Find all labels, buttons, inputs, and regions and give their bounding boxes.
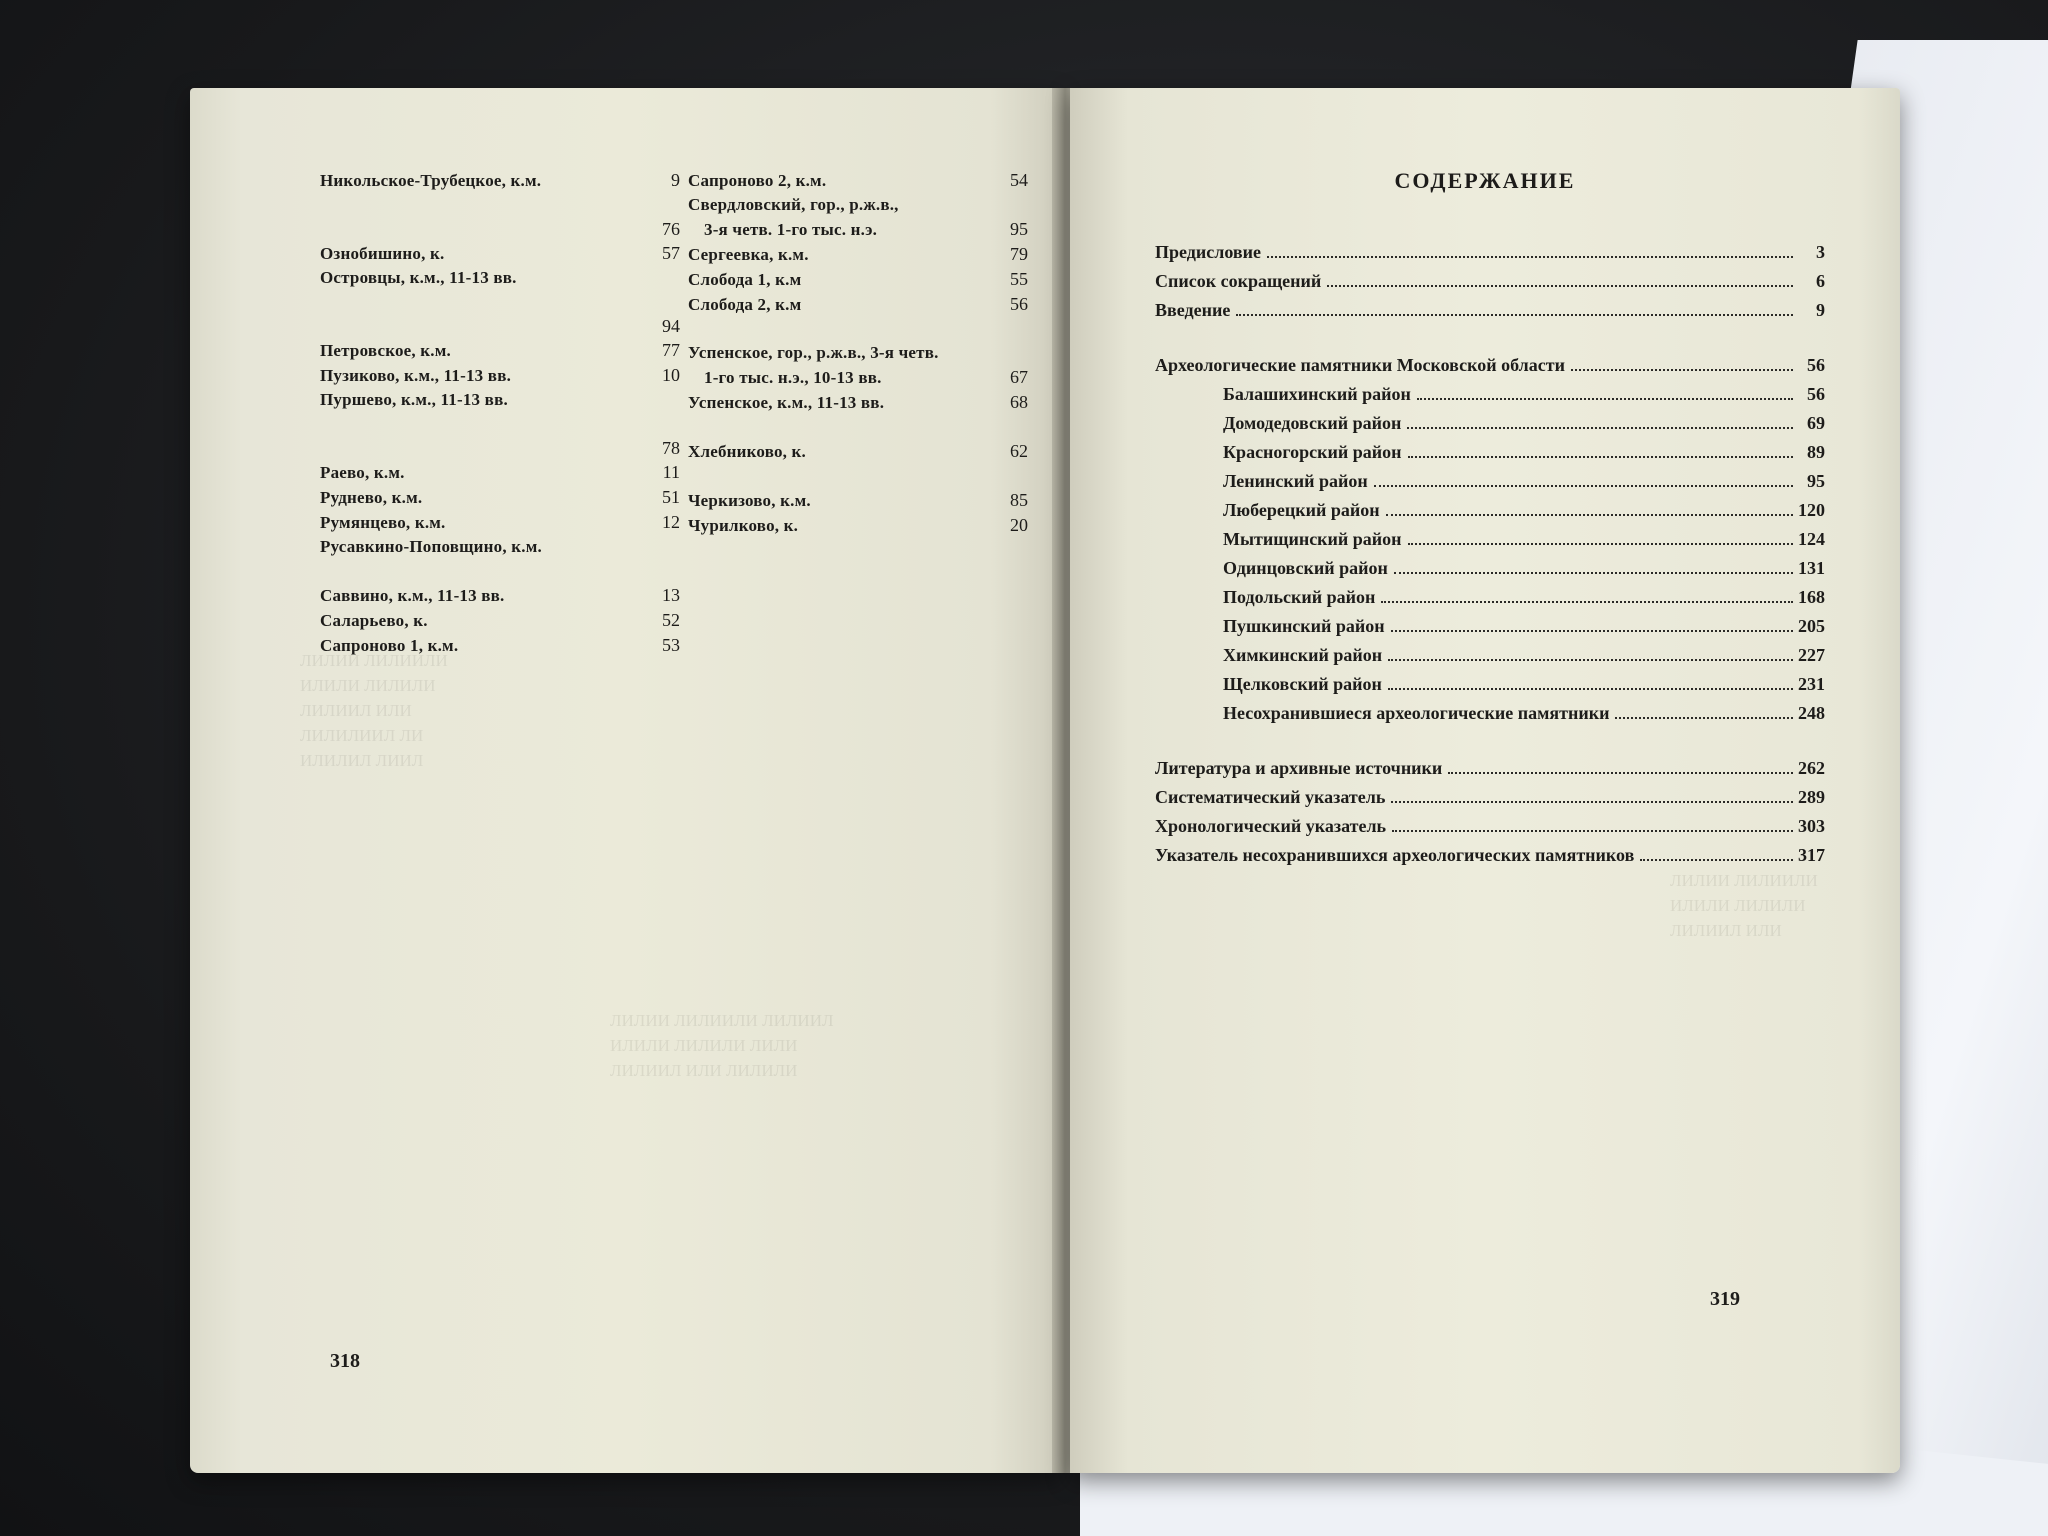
toc-entry (1155, 351, 1825, 380)
toc-entry-label: Люберецкий район (1223, 500, 1380, 520)
toc-entry-label: Красногорский район (1223, 442, 1402, 462)
index-entry (320, 633, 680, 658)
index-entry-name: Пуршево, к.м., 11-13 вв. (320, 390, 508, 409)
index-entry (688, 242, 1028, 267)
toc-subentry (1155, 496, 1825, 525)
toc-entry-page: 317 (1798, 845, 1825, 865)
index-entry-page: 9 (671, 170, 680, 190)
index-entry (320, 338, 680, 363)
toc-leader-dots (1571, 368, 1793, 371)
index-entry (320, 460, 680, 485)
index-entry (688, 217, 1028, 242)
index-spacer (320, 559, 680, 583)
toc-entry-page: 227 (1798, 645, 1825, 665)
index-entry-page: 57 (662, 243, 680, 263)
toc-leader-dots (1448, 771, 1793, 774)
toc-subentry (1155, 612, 1825, 641)
index-entry-page: 76 (662, 219, 680, 239)
toc-subentry (1155, 525, 1825, 554)
toc-entry-page: 131 (1798, 558, 1825, 578)
index-entry (320, 608, 680, 633)
toc-subentry (1155, 670, 1825, 699)
toc-leader-dots (1236, 313, 1793, 316)
index-entry-page: 12 (662, 512, 680, 532)
index-entry-name: 3-я четв. 1-го тыс. н.э. (704, 220, 878, 239)
index-entry-page: 11 (662, 462, 680, 482)
toc-leader-dots (1615, 716, 1793, 719)
toc-title: СОДЕРЖАНИЕ (1394, 168, 1576, 193)
index-entry (320, 241, 680, 266)
toc-leader-dots (1388, 658, 1793, 661)
toc-entry-label: Хронологический указатель (1155, 816, 1387, 836)
index-spacer (320, 412, 680, 436)
index-entry-name: Успенское, гор., р.ж.в., 3-я четв. (688, 343, 939, 362)
index-entry-name: Русавкино-Поповщино, к.м. (320, 537, 542, 556)
toc-subentry (1155, 380, 1825, 409)
index-entry (688, 439, 1028, 464)
show-through-text: ЛИЛИИ ЛИЛИИЛИ ИЛИЛИ ЛИЛИЛИ ЛИЛИИЛ ИЛИ ЛИЛИЛИИЛ ЛИ ИЛИЛИЛ ЛИИЛ (300, 651, 448, 770)
index-entry-page: 62 (1010, 441, 1028, 461)
index-entry-name: Петровское, к.м. (320, 341, 451, 360)
toc-leader-dots (1381, 600, 1793, 603)
index-entry-name: Руднево, к.м. (320, 488, 423, 507)
toc-leader-dots (1640, 858, 1793, 861)
index-entry-name: Саларьево, к. (320, 611, 428, 630)
index-spacer (688, 464, 1028, 488)
toc-entry-label: Указатель несохранившихся археологических памятников (1155, 845, 1635, 865)
toc-entry-page: 56 (1807, 355, 1825, 375)
index-entry-page: 78 (662, 438, 680, 458)
index-entry (688, 390, 1028, 415)
index-entry-page: 68 (1010, 392, 1028, 412)
toc-entry (1155, 296, 1825, 325)
index-entry-page: 94 (662, 316, 680, 336)
index-entry-name: Успенское, к.м., 11-13 вв. (688, 393, 885, 412)
toc-subentry (1155, 641, 1825, 670)
toc-entry-label: Литература и архивные источники (1155, 758, 1443, 778)
index-entry (320, 314, 680, 338)
index-entry-name: Слобода 1, к.м (688, 270, 802, 289)
index-entry-name: Ознобишино, к. (320, 244, 445, 263)
toc-entry-page: 120 (1798, 500, 1825, 520)
index-entry-name: Саввино, к.м., 11-13 вв. (320, 586, 505, 605)
index-entry-page: 20 (1010, 515, 1028, 535)
index-entry (688, 365, 1028, 390)
toc-leader-dots (1374, 484, 1793, 487)
toc-leader-dots (1388, 687, 1793, 690)
index-entry-name: Хлебниково, к. (688, 442, 807, 461)
index-entry (320, 217, 680, 241)
toc-entry-label: Одинцовский район (1223, 558, 1388, 578)
toc-entry-page: 248 (1798, 703, 1825, 723)
index-spacer (320, 193, 680, 217)
index-entry-page: 13 (662, 585, 680, 605)
index-entry (688, 488, 1028, 513)
toc-spacer (1155, 728, 1825, 754)
toc-subentry (1155, 409, 1825, 438)
index-entry-page: 54 (1010, 170, 1028, 190)
index-entry (688, 341, 1028, 365)
toc-leader-dots (1391, 629, 1793, 632)
show-through-text-3: ЛИЛИИ ЛИЛИИЛИ ИЛИЛИ ЛИЛИЛИ ЛИЛИИЛ ИЛИ (1670, 871, 1818, 940)
toc-entry-page: 69 (1807, 413, 1825, 433)
index-entry-page: 10 (662, 365, 680, 385)
index-entry (688, 193, 1028, 217)
index-entry (688, 513, 1028, 538)
index-entry-name: Чурилково, к. (688, 516, 799, 535)
index-entry (320, 510, 680, 535)
index-entry (320, 363, 680, 388)
toc-entry-page: 124 (1798, 529, 1825, 549)
show-through-text-2: ЛИЛИИ ЛИЛИИЛИ ЛИЛИИЛ ИЛИЛИ ЛИЛИЛИ ЛИЛИ ЛИЛИИЛ ИЛИ ЛИЛИЛИ (610, 1011, 834, 1080)
open-book (190, 88, 1900, 1473)
toc-entry (1155, 841, 1825, 870)
toc-entry (1155, 812, 1825, 841)
toc-subentry (1155, 438, 1825, 467)
index-entry-name: Сапроново 1, к.м. (320, 636, 459, 655)
index-entry-page: 85 (1010, 490, 1028, 510)
toc-entry-page: 231 (1798, 674, 1825, 694)
index-spacer (688, 415, 1028, 439)
index-entry-name: 1-го тыс. н.э., 10-13 вв. (704, 368, 882, 387)
toc-entry (1155, 754, 1825, 783)
toc-entry-label: Балашихинский район (1223, 384, 1411, 404)
toc-entry-label: Несохранившиеся археологические памятники (1223, 703, 1610, 723)
index-entry-page: 56 (1010, 294, 1028, 314)
toc-entry-page: 6 (1816, 271, 1825, 291)
toc-entry-label: Археологические памятники Московской области (1155, 355, 1565, 375)
index-entry (688, 168, 1028, 193)
index-entry-page: 95 (1010, 219, 1028, 239)
toc-entry-page: 262 (1798, 758, 1825, 778)
index-entry (320, 436, 680, 460)
toc-subentry (1155, 554, 1825, 583)
right-page-number: 319 (1710, 1288, 1740, 1310)
index-entry (320, 583, 680, 608)
toc-entry-page: 303 (1798, 816, 1825, 836)
toc-entry-label: Пушкинский район (1223, 616, 1385, 636)
toc-entry-label: Систематический указатель (1155, 787, 1386, 807)
toc-leader-dots (1408, 542, 1793, 545)
left-page-number: 318 (330, 1350, 360, 1372)
toc-entry-page: 95 (1807, 471, 1825, 491)
toc-entry-label: Мытищинский район (1223, 529, 1402, 549)
toc-entry-page: 168 (1798, 587, 1825, 607)
toc-subentry (1155, 583, 1825, 612)
toc-leader-dots (1407, 426, 1793, 429)
table-of-contents (1155, 238, 1825, 870)
toc-entry-label: Подольский район (1223, 587, 1376, 607)
index-entry (688, 267, 1028, 292)
index-spacer (320, 290, 680, 314)
toc-leader-dots (1391, 800, 1793, 803)
right-page (1070, 88, 1900, 1473)
toc-entry-label: Предисловие (1155, 242, 1261, 262)
toc-entry-page: 289 (1798, 787, 1825, 807)
toc-entry-page: 9 (1816, 300, 1825, 320)
index-entry-page: 77 (662, 340, 680, 360)
index-entry-page: 67 (1010, 367, 1028, 387)
toc-entry (1155, 267, 1825, 296)
index-entry-name: Островцы, к.м., 11-13 вв. (320, 268, 517, 287)
toc-entry-label: Ленинский район (1223, 471, 1368, 491)
toc-entry-page: 205 (1798, 616, 1825, 636)
toc-leader-dots (1267, 255, 1793, 258)
toc-entry (1155, 238, 1825, 267)
index-entry (688, 292, 1028, 317)
toc-entry-label: Химкинский район (1223, 645, 1383, 665)
index-entry-name: Пузиково, к.м., 11-13 вв. (320, 366, 512, 385)
index-entry-page: 51 (662, 487, 680, 507)
toc-entry-page: 3 (1816, 242, 1825, 262)
left-page (190, 88, 1060, 1473)
toc-subentry (1155, 699, 1825, 728)
index-entry-name: Слобода 2, к.м (688, 295, 802, 314)
index-entry (320, 535, 680, 559)
index-entry-name: Свердловский, гор., р.ж.в., (688, 195, 899, 214)
index-entry (320, 485, 680, 510)
toc-leader-dots (1386, 513, 1793, 516)
toc-entry (1155, 783, 1825, 812)
toc-leader-dots (1394, 571, 1793, 574)
index-column-1 (320, 168, 680, 658)
toc-entry-label: Введение (1155, 300, 1231, 320)
index-spacer (688, 317, 1028, 341)
toc-leader-dots (1327, 284, 1793, 287)
toc-spacer (1155, 325, 1825, 351)
toc-leader-dots (1408, 455, 1793, 458)
index-entry-name: Раево, к.м. (320, 463, 405, 482)
toc-entry-page: 89 (1807, 442, 1825, 462)
index-entry (320, 266, 680, 290)
index-entry-name: Никольское-Трубецкое, к.м. (320, 171, 542, 190)
index-entry-page: 55 (1010, 269, 1028, 289)
index-entry-name: Румянцево, к.м. (320, 513, 446, 532)
toc-entry-label: Список сокращений (1155, 271, 1322, 291)
toc-leader-dots (1417, 397, 1793, 400)
toc-leader-dots (1392, 829, 1793, 832)
index-entry-page: 79 (1010, 244, 1028, 264)
toc-entry-label: Домодедовский район (1223, 413, 1402, 433)
index-entry-name: Черкизово, к.м. (688, 491, 811, 510)
toc-entry-page: 56 (1807, 384, 1825, 404)
index-entry-page: 52 (662, 610, 680, 630)
toc-entry-label: Щелковский район (1223, 674, 1382, 694)
index-entry (320, 388, 680, 412)
toc-subentry (1155, 467, 1825, 496)
index-entry-page: 53 (662, 635, 680, 655)
index-column-2 (688, 168, 1028, 538)
index-entry-name: Сергеевка, к.м. (688, 245, 809, 264)
index-entry-name: Сапроново 2, к.м. (688, 171, 827, 190)
index-entry (320, 168, 680, 193)
